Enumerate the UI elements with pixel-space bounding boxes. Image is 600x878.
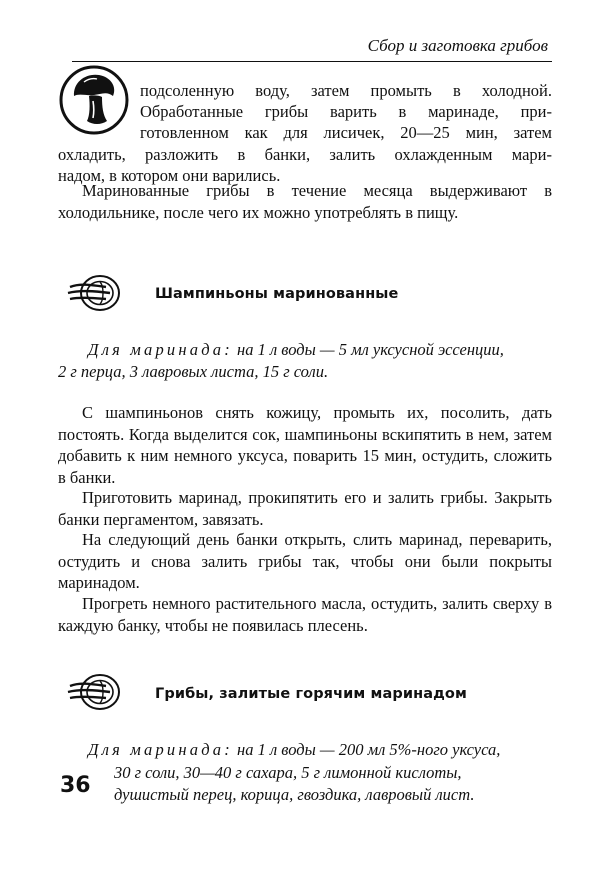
- dish-icon: [62, 272, 122, 314]
- marinade-line: 30 г соли, 30—40 г сахара, 5 г лимонной кислоты,: [114, 763, 462, 782]
- marinade-label: Для маринада:: [88, 740, 233, 759]
- marinade-ingredients-cont: [114, 762, 552, 806]
- intro-paragraph-2: Маринованные грибы в течение месяца выдерживают в холодильнике, после чего их можно употреблять в пищу.: [58, 181, 552, 222]
- recipe-step: Приготовить маринад, прокипятить его и залить грибы. Закрыть банки пергаментом, завязать.: [58, 488, 552, 529]
- marinade-ingredients-cont: [58, 361, 552, 383]
- marinade-line: душистый перец, корица, гвоздика, лавровый лист.: [114, 785, 475, 804]
- text-line: Обработанные грибы варить в маринаде, при-: [140, 102, 552, 121]
- header-rule: [72, 61, 552, 62]
- marinade-line: на 1 л воды — 200 мл 5%-ного уксуса,: [237, 740, 501, 759]
- marinade-line: на 1 л воды — 5 мл уксусной эссенции,: [237, 340, 504, 359]
- running-head: Сбор и заготовка грибов: [367, 36, 548, 55]
- text-line: подсоленную воду, затем промыть в холодной.: [140, 81, 552, 100]
- text-line: надом, в котором они варились.: [58, 166, 281, 185]
- recipe-step: С шампиньонов снять кожицу, промыть их, посолить, дать постоять. Когда выделится сок, шампиньоны вскипятить в нем, затем добавить к ним немного уксуса, поварить 15 мин, остудить, сложить в банки.: [58, 403, 552, 487]
- text-line: охладить, разложить в банки, залить охлажденным мари-: [58, 145, 552, 164]
- text-line: готовленном как для лисичек, 20—25 мин, затем: [140, 123, 552, 142]
- recipe-step: Прогреть немного растительного масла, остудить, залить сверху в каждую банку, чтобы не появилась плесень.: [58, 594, 552, 635]
- page-number: 36: [60, 773, 91, 798]
- recipe-title: Шампиньоны маринованные: [155, 286, 399, 302]
- marinade-label: Для маринада:: [88, 340, 233, 359]
- mushroom-icon: [57, 63, 131, 137]
- marinade-line: 2 г перца, 3 лавровых листа, 15 г соли.: [58, 362, 329, 381]
- dish-icon: [62, 671, 122, 713]
- recipe-title: Грибы, залитые горячим маринадом: [155, 686, 467, 702]
- recipe-step: На следующий день банки открыть, слить маринад, переварить, остудить и снова залить грибы так, чтобы они были покрыты маринадом.: [58, 530, 552, 592]
- marinade-ingredients: [88, 339, 552, 361]
- marinade-ingredients: [88, 739, 552, 761]
